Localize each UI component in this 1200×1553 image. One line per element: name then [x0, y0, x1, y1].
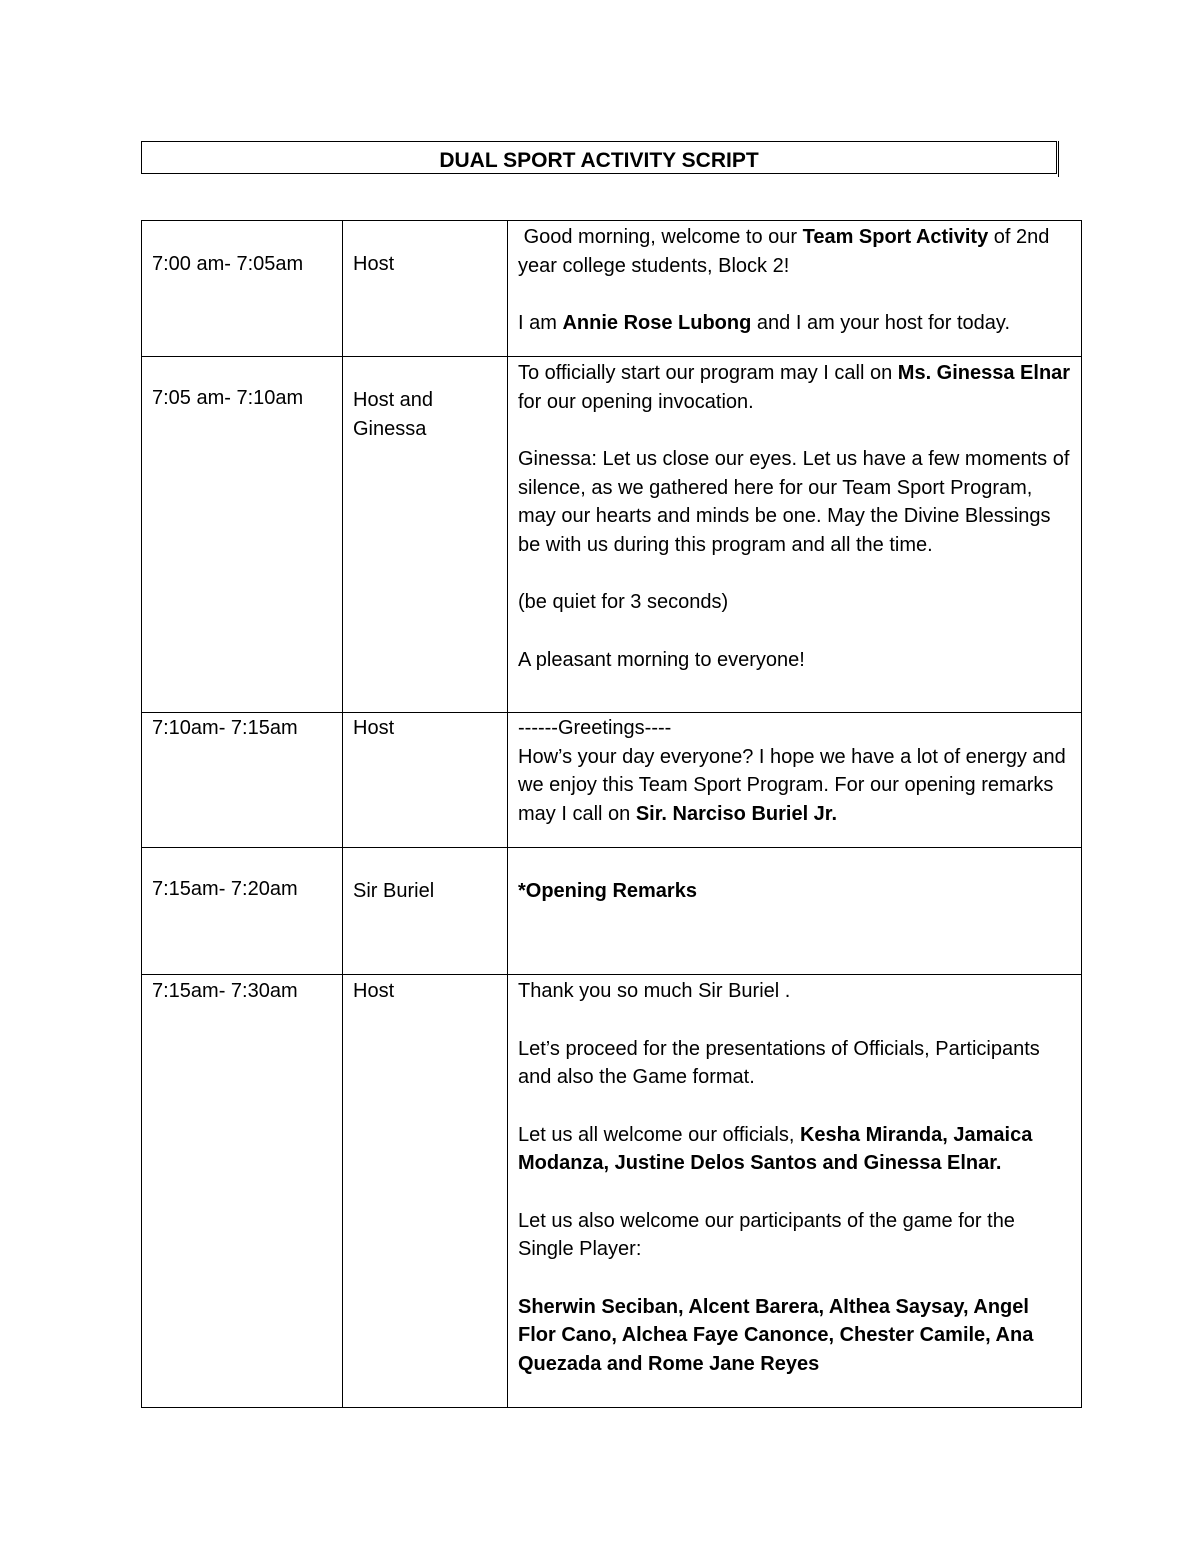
speaker-cell	[343, 221, 508, 357]
speaker-cell	[343, 357, 508, 713]
speaker-cell	[343, 975, 508, 1408]
time-text: 7:10am- 7:15am	[152, 717, 298, 739]
script-table	[141, 220, 1082, 1408]
time-cell	[142, 713, 343, 848]
script-paragraph: Let us all welcome our officials, Kesha Miranda, Jamaica Modanza, Justine Delos Santos and Ginessa Elnar.	[518, 1123, 1033, 1174]
speaker-cell	[343, 848, 508, 975]
script-paragraph: Sherwin Seciban, Alcent Barera, Althea Saysay, Angel Flor Cano, Alchea Faye Canonce, Chester Camile, Ana Quezada and Rome Jane Reyes	[518, 1295, 1034, 1375]
script-cell	[508, 221, 1082, 357]
table-row	[142, 848, 1082, 975]
script-paragraph: Good morning, welcome to our Team Sport Activity of 2nd year college students, Block 2!	[518, 226, 1061, 277]
script-paragraph: Ginessa: Let us close our eyes. Let us have a few moments of silence, as we gathered here for our Team Sport Program, may our hearts and minds be one. May the Divine Blessings be with us during this program and all the time.	[518, 448, 1070, 556]
time-cell	[142, 848, 343, 975]
script-paragraph: A pleasant morning to everyone!	[518, 648, 805, 671]
speaker-text: Host and Ginessa	[353, 389, 434, 440]
script-paragraph: Thank you so much Sir Buriel .	[518, 980, 791, 1002]
speaker-text: Host	[353, 980, 395, 1002]
table-row	[142, 357, 1082, 713]
document-title: DUAL SPORT ACTIVITY SCRIPT	[141, 141, 1057, 174]
speaker-text: Host	[353, 253, 395, 275]
script-paragraph: ------Greetings----	[518, 717, 672, 739]
script-paragraph: Let’s proceed for the presentations of Officials, Participants and also the Game format.	[518, 1037, 1040, 1088]
script-cell	[508, 975, 1082, 1408]
script-cell	[508, 848, 1082, 975]
script-paragraph: (be quiet for 3 seconds)	[518, 591, 729, 613]
speaker-text: Host	[353, 717, 395, 739]
time-text: 7:15am- 7:30am	[152, 980, 298, 1002]
table-row	[142, 221, 1082, 357]
time-cell	[142, 975, 343, 1408]
script-paragraph: How’s your day everyone? I hope we have a lot of energy and we enjoy this Team Sport Program. For our opening remarks may I call on Sir. Narciso Buriel Jr.	[518, 745, 1066, 825]
time-cell	[142, 221, 343, 357]
speaker-text: Sir Buriel	[353, 880, 435, 902]
speaker-cell	[343, 713, 508, 848]
time-text: 7:00 am- 7:05am	[152, 253, 304, 275]
script-cell	[508, 357, 1082, 713]
script-paragraph: *Opening Remarks	[518, 880, 697, 902]
time-text: 7:15am- 7:20am	[152, 878, 298, 900]
script-paragraph: To officially start our program may I call on Ms. Ginessa Elnar for our opening invocation.	[518, 362, 1071, 413]
time-text: 7:05 am- 7:10am	[152, 387, 304, 409]
table-row	[142, 713, 1082, 848]
script-cell	[508, 713, 1082, 848]
time-cell	[142, 357, 343, 713]
script-paragraph: I am Annie Rose Lubong and I am your host for today.	[518, 312, 1010, 334]
script-paragraph: Let us also welcome our participants of the game for the Single Player:	[518, 1209, 1015, 1260]
table-row	[142, 975, 1082, 1408]
